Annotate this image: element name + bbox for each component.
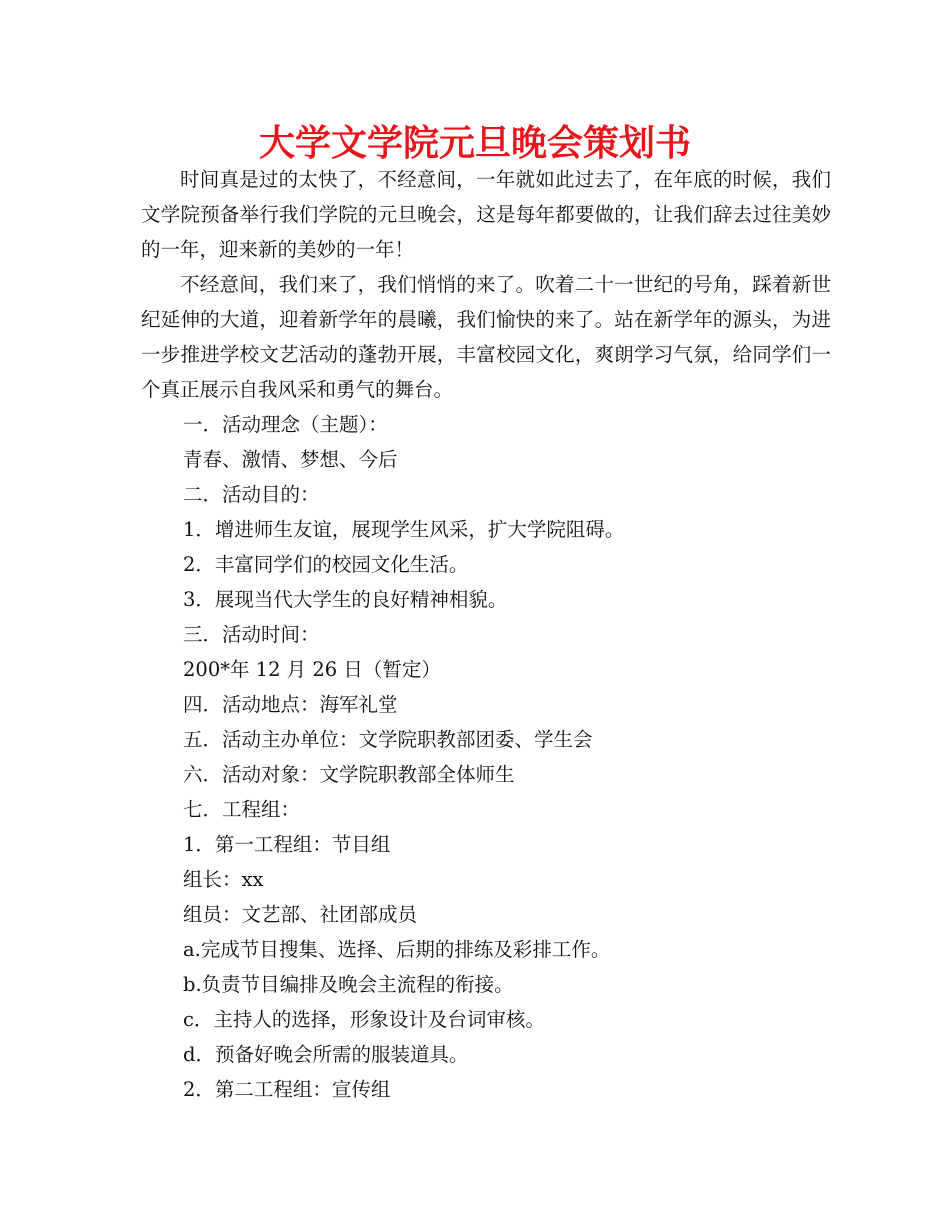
- project-group-heading: 1．第一工程组：节目组: [183, 833, 391, 856]
- task-item: a.完成节目搜集、选择、后期的排练及彩排工作。: [183, 938, 611, 961]
- section-heading-project-groups: 七．工程组：: [183, 798, 301, 821]
- group-members: 组员：文艺部、社团部成员: [183, 903, 418, 926]
- purpose-item: 3．展现当代大学生的良好精神相貌。: [183, 588, 508, 611]
- section-heading-theme: 一．活动理念（主题）：: [183, 413, 388, 436]
- section-heading-audience: 六．活动对象：文学院职教部全体师生: [183, 763, 515, 786]
- section-heading-purpose: 二．活动目的：: [183, 483, 320, 506]
- section-heading-organizer: 五．活动主办单位：文学院职教部团委、学生会: [183, 728, 593, 751]
- section-heading-venue: 四．活动地点：海军礼堂: [183, 693, 398, 716]
- purpose-item: 1．增进师生友谊，展现学生风采，扩大学院阻碍。: [183, 518, 625, 541]
- group-leader: 组长：xx: [183, 868, 264, 891]
- intro-paragraph: 时间真是过的太快了，不经意间，一年就如此过去了，在年底的时候，我们文学院预备举行我们学院的元旦晚会，这是每年都要做的，让我们辞去过往美妙的一年，迎来新的美妙的一年！: [141, 168, 831, 261]
- task-item: d．预备好晚会所需的服装道具。: [183, 1043, 469, 1066]
- task-item: b.负责节目编排及晚会主流程的衔接。: [183, 973, 514, 996]
- task-item: c．主持人的选择，形象设计及台词审核。: [183, 1008, 545, 1031]
- document-title: 大学文学院元旦晚会策划书: [258, 123, 691, 164]
- purpose-item: 2．丰富同学们的校园文化生活。: [183, 553, 469, 576]
- document-body: [141, 162, 831, 1107]
- background-paragraph: 不经意间，我们来了，我们悄悄的来了。吹着二十一世纪的号角，踩着新世纪延伸的大道，迎着新学年的晨曦，我们愉快的来了。站在新学年的源头，为进一步推进学校文艺活动的蓬勃开展，丰富校园文化，爽朗学习气氛，给同学们一个真正展示自我风采和勇气的舞台。: [141, 273, 831, 401]
- theme-text: 青春、激情、梦想、今后: [183, 448, 398, 471]
- event-date: 200*年 12 月 26 日（暂定）: [183, 658, 441, 681]
- section-heading-time: 三．活动时间：: [183, 623, 320, 646]
- project-group-heading: 2．第二工程组：宣传组: [183, 1078, 391, 1101]
